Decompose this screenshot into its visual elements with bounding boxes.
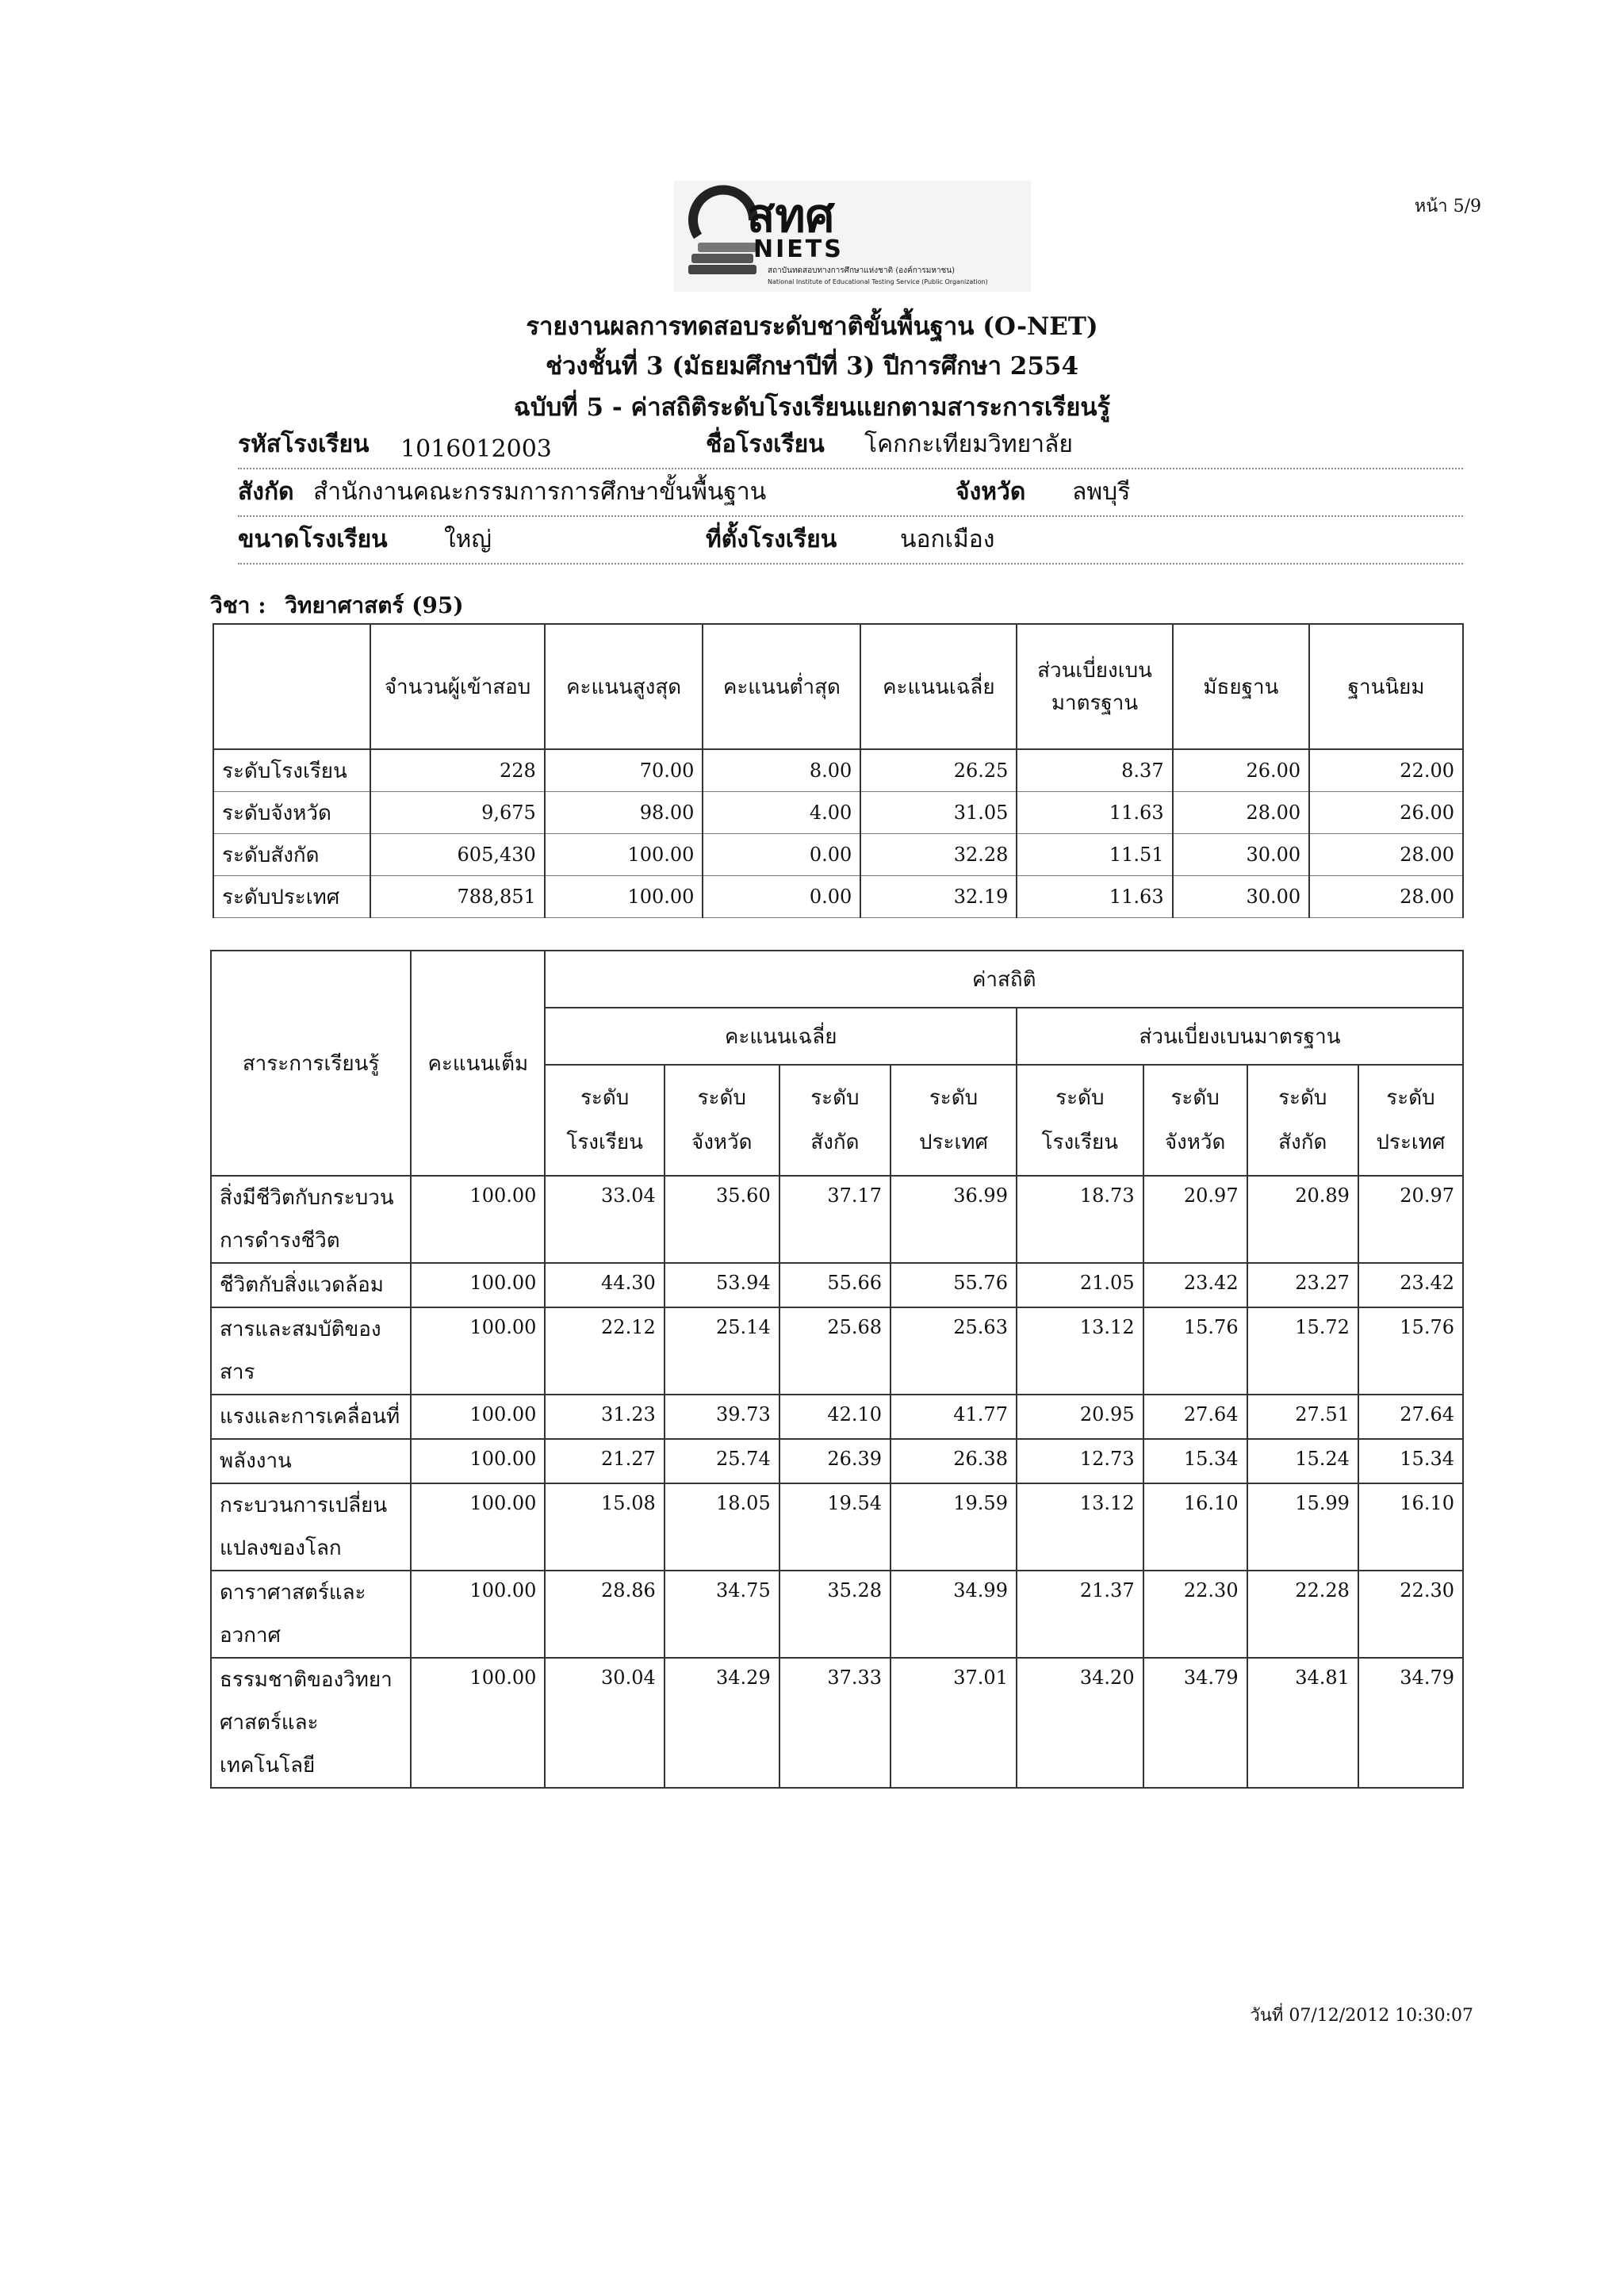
report-edition: ฉบับที่ 5 - ค่าสถิติระดับโรงเรียนแยกตามสาระการเรียนรู้ (513, 393, 1111, 422)
table-cell: 31.23 (545, 1395, 664, 1439)
summary-header-mean: คะแนนเฉลี่ย (860, 624, 1017, 749)
header-level-province-sd: ระดับ จังหวัด (1143, 1065, 1247, 1176)
summary-header-median: มัธยฐาน (1173, 624, 1310, 749)
subject-value: วิทยาศาสตร์ (95) (285, 592, 464, 618)
strand-statistics-table (210, 950, 1464, 1789)
table-cell: 20.95 (1017, 1395, 1143, 1439)
table-cell: 228 (370, 749, 544, 792)
table-cell: 20.97 (1358, 1176, 1463, 1263)
table-cell: 16.10 (1358, 1483, 1463, 1571)
school-name-label: ชื่อโรงเรียน (706, 430, 825, 458)
table-cell: 22.30 (1358, 1571, 1463, 1658)
table-cell: 34.20 (1017, 1658, 1143, 1788)
table-row (213, 834, 1463, 876)
level-label: ระดับสังกัด (213, 834, 370, 876)
subject-line (210, 588, 464, 623)
table-row (211, 1658, 1463, 1788)
strand-label: ดาราศาสตร์และ อวกาศ (211, 1571, 411, 1658)
table-cell: 11.63 (1017, 792, 1172, 834)
table-cell: 35.60 (665, 1176, 779, 1263)
table-cell: 34.99 (891, 1571, 1017, 1658)
table-cell: 25.74 (665, 1439, 779, 1483)
table-cell: 100.00 (545, 834, 703, 876)
table-cell: 22.12 (545, 1307, 664, 1395)
table-cell: 21.05 (1017, 1263, 1143, 1307)
full-score-cell: 100.00 (411, 1439, 545, 1483)
table-cell: 18.73 (1017, 1176, 1143, 1263)
table-cell: 41.77 (891, 1395, 1017, 1439)
table-cell: 12.73 (1017, 1439, 1143, 1483)
table-cell: 27.51 (1247, 1395, 1358, 1439)
full-score-cell: 100.00 (411, 1395, 545, 1439)
header-level-affiliation-mean: ระดับ สังกัด (779, 1065, 891, 1176)
table-cell: 26.38 (891, 1439, 1017, 1483)
full-score-cell: 100.00 (411, 1658, 545, 1788)
table-cell: 34.79 (1358, 1658, 1463, 1788)
table-row (211, 1483, 1463, 1571)
summary-header-sd: ส่วนเบี่ยงเบนมาตรฐาน (1017, 624, 1172, 749)
table-cell: 34.75 (665, 1571, 779, 1658)
table-cell: 8.37 (1017, 749, 1172, 792)
summary-header-mode: ฐานนิยม (1309, 624, 1463, 749)
table-cell: 22.28 (1247, 1571, 1358, 1658)
strand-label: ธรรมชาติของวิทยา ศาสตร์และเทคโนโลยี (211, 1658, 411, 1788)
strand-label: สิ่งมีชีวิตกับกระบวน การดำรงชีวิต (211, 1176, 411, 1263)
table-row (213, 792, 1463, 834)
table-cell: 22.00 (1309, 749, 1463, 792)
table-cell: 28.00 (1309, 834, 1463, 876)
table-cell: 26.39 (779, 1439, 891, 1483)
subject-label: วิชา : (210, 592, 266, 618)
report-title: รายงานผลการทดสอบระดับชาติขั้นพื้นฐาน (O-NET) (526, 312, 1098, 341)
school-location-label: ที่ตั้งโรงเรียน (706, 526, 837, 553)
table-cell: 36.99 (891, 1176, 1017, 1263)
table-cell: 53.94 (665, 1263, 779, 1307)
table-row (213, 876, 1463, 918)
table-cell: 37.17 (779, 1176, 891, 1263)
table-cell: 25.63 (891, 1307, 1017, 1395)
report-timestamp: วันที่ 07/12/2012 10:30:07 (1250, 2006, 1473, 2026)
table-cell: 15.34 (1358, 1439, 1463, 1483)
strand-label: กระบวนการเปลี่ยน แปลงของโลก (211, 1483, 411, 1571)
table-row (211, 1176, 1463, 1263)
table-cell: 31.05 (860, 792, 1017, 834)
table-cell: 13.12 (1017, 1307, 1143, 1395)
table-cell: 32.19 (860, 876, 1017, 918)
niets-logo (674, 181, 1031, 292)
table-cell: 39.73 (665, 1395, 779, 1439)
table-cell: 18.05 (665, 1483, 779, 1571)
table-cell: 26.00 (1173, 749, 1310, 792)
header-statistics: ค่าสถิติ (545, 951, 1463, 1008)
full-score-cell: 100.00 (411, 1571, 545, 1658)
table-cell: 70.00 (545, 749, 703, 792)
table-cell: 20.97 (1143, 1176, 1247, 1263)
table-cell: 23.42 (1358, 1263, 1463, 1307)
school-name: โคกกะเทียมวิทยาลัย (864, 430, 1074, 458)
header-level-national-mean: ระดับ ประเทศ (891, 1065, 1017, 1176)
header-level-affiliation-sd: ระดับ สังกัด (1247, 1065, 1358, 1176)
school-size: ใหญ่ (444, 526, 492, 553)
table-cell: 55.66 (779, 1263, 891, 1307)
table-cell: 21.37 (1017, 1571, 1143, 1658)
table-cell: 33.04 (545, 1176, 664, 1263)
full-score-cell: 100.00 (411, 1307, 545, 1395)
table-cell: 32.28 (860, 834, 1017, 876)
table-cell: 19.54 (779, 1483, 891, 1571)
table-cell: 11.51 (1017, 834, 1172, 876)
summary-header-min: คะแนนต่ำสุด (703, 624, 860, 749)
summary-header-max: คะแนนสูงสุด (545, 624, 703, 749)
strand-label: แรงและการเคลื่อนที่ (211, 1395, 411, 1439)
page-number: หน้า 5/9 (1414, 197, 1481, 216)
header-level-school-mean: ระดับ โรงเรียน (545, 1065, 664, 1176)
school-location: นอกเมือง (900, 526, 995, 553)
table-cell: 26.00 (1309, 792, 1463, 834)
table-cell: 15.34 (1143, 1439, 1247, 1483)
table-cell: 0.00 (703, 834, 860, 876)
table-cell: 13.12 (1017, 1483, 1143, 1571)
table-cell: 15.08 (545, 1483, 664, 1571)
table-cell: 605,430 (370, 834, 544, 876)
table-cell: 22.30 (1143, 1571, 1247, 1658)
table-cell: 20.89 (1247, 1176, 1358, 1263)
table-cell: 15.99 (1247, 1483, 1358, 1571)
full-score-cell: 100.00 (411, 1483, 545, 1571)
table-cell: 100.00 (545, 876, 703, 918)
table-cell: 16.10 (1143, 1483, 1247, 1571)
table-cell: 28.86 (545, 1571, 664, 1658)
table-row (211, 1571, 1463, 1658)
table-cell: 788,851 (370, 876, 544, 918)
table-cell: 30.00 (1173, 834, 1310, 876)
summary-statistics-table (213, 623, 1464, 918)
table-row (211, 1439, 1463, 1483)
table-cell: 30.00 (1173, 876, 1310, 918)
strand-label: ชีวิตกับสิ่งแวดล้อม (211, 1263, 411, 1307)
table-cell: 26.25 (860, 749, 1017, 792)
table-cell: 34.79 (1143, 1658, 1247, 1788)
table-cell: 25.14 (665, 1307, 779, 1395)
table-cell: 15.76 (1143, 1307, 1247, 1395)
table-cell: 44.30 (545, 1263, 664, 1307)
full-score-cell: 100.00 (411, 1263, 545, 1307)
logo-org-thai: สถาบันทดสอบทางการศึกษาแห่งชาติ (องค์การมหาชน) (768, 266, 956, 275)
summary-header-blank (213, 624, 370, 749)
level-label: ระดับโรงเรียน (213, 749, 370, 792)
table-cell: 4.00 (703, 792, 860, 834)
table-row (211, 1395, 1463, 1439)
table-cell: 27.64 (1143, 1395, 1247, 1439)
affiliation-label: สังกัด (238, 478, 294, 506)
table-cell: 23.42 (1143, 1263, 1247, 1307)
school-info-row-size (238, 522, 1463, 564)
table-cell: 34.81 (1247, 1658, 1358, 1788)
level-label: ระดับประเทศ (213, 876, 370, 918)
table-cell: 15.76 (1358, 1307, 1463, 1395)
table-cell: 55.76 (891, 1263, 1017, 1307)
table-cell: 23.27 (1247, 1263, 1358, 1307)
header-strand: สาระการเรียนรู้ (211, 951, 411, 1176)
header-level-school-sd: ระดับ โรงเรียน (1017, 1065, 1143, 1176)
logo-thai-text: สทศ (747, 189, 835, 243)
header-full-score: คะแนนเต็ม (411, 951, 545, 1176)
strand-label: สารและสมบัติของ สาร (211, 1307, 411, 1395)
table-cell: 98.00 (545, 792, 703, 834)
logo-acronym: NIETS (753, 235, 844, 263)
header-sd-group: ส่วนเบี่ยงเบนมาตรฐาน (1017, 1008, 1463, 1065)
table-cell: 21.27 (545, 1439, 664, 1483)
table-cell: 19.59 (891, 1483, 1017, 1571)
table-cell: 28.00 (1309, 876, 1463, 918)
summary-header-examinees: จำนวนผู้เข้าสอบ (370, 624, 544, 749)
affiliation: สำนักงานคณะกรรมการการศึกษาขั้นพื้นฐาน (313, 478, 767, 506)
full-score-cell: 100.00 (411, 1176, 545, 1263)
table-cell: 28.00 (1173, 792, 1310, 834)
school-info-row-affiliation (238, 474, 1463, 517)
school-code: 1016012003 (400, 435, 552, 463)
table-cell: 11.63 (1017, 876, 1172, 918)
table-cell: 30.04 (545, 1658, 664, 1788)
school-code-label: รหัสโรงเรียน (238, 430, 370, 458)
table-row (211, 1263, 1463, 1307)
table-cell: 34.29 (665, 1658, 779, 1788)
level-label: ระดับจังหวัด (213, 792, 370, 834)
table-cell: 42.10 (779, 1395, 891, 1439)
table-cell: 37.33 (779, 1658, 891, 1788)
table-cell: 0.00 (703, 876, 860, 918)
table-cell: 15.72 (1247, 1307, 1358, 1395)
table-cell: 8.00 (703, 749, 860, 792)
header-level-province-mean: ระดับ จังหวัด (665, 1065, 779, 1176)
table-cell: 37.01 (891, 1658, 1017, 1788)
table-cell: 25.68 (779, 1307, 891, 1395)
school-info-row-code (238, 427, 1463, 469)
table-row (211, 1307, 1463, 1395)
table-cell: 9,675 (370, 792, 544, 834)
school-size-label: ขนาดโรงเรียน (238, 526, 388, 553)
table-cell: 35.28 (779, 1571, 891, 1658)
province: ลพบุรี (1072, 478, 1131, 506)
province-label: จังหวัด (956, 478, 1026, 506)
table-cell: 15.24 (1247, 1439, 1358, 1483)
strand-label: พลังงาน (211, 1439, 411, 1483)
report-subtitle: ช่วงชั้นที่ 3 (มัธยมศึกษาปีที่ 3) ปีการศึกษา 2554 (545, 352, 1079, 381)
table-row (213, 749, 1463, 792)
table-cell: 27.64 (1358, 1395, 1463, 1439)
header-level-national-sd: ระดับ ประเทศ (1358, 1065, 1463, 1176)
logo-org-english: National Institute of Educational Testing Service (Public Organization) (768, 278, 988, 285)
header-mean-group: คะแนนเฉลี่ย (545, 1008, 1017, 1065)
